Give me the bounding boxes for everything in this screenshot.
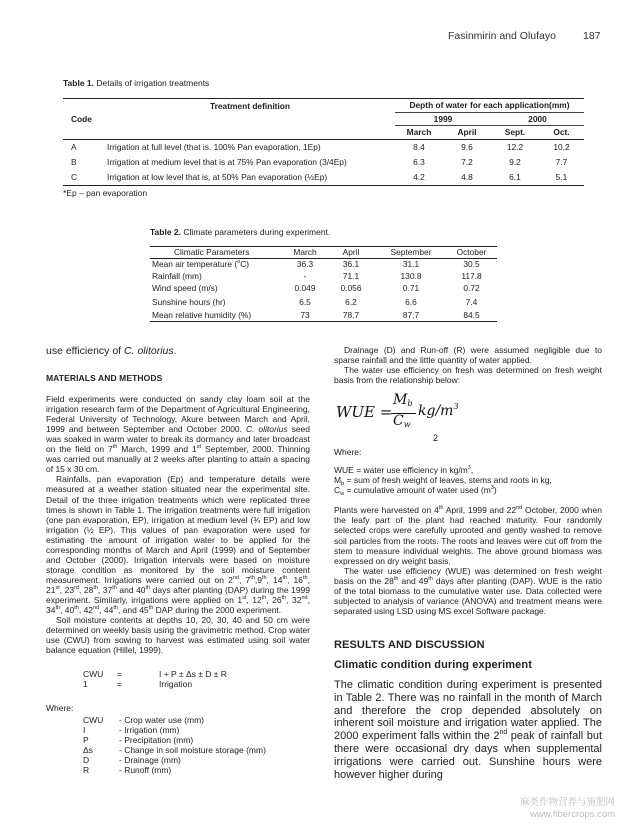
- table2-param: Sunshine hours (hr): [152, 296, 226, 307]
- eq-symbol: CWU: [83, 669, 104, 680]
- text: ): [493, 485, 497, 496]
- table2-header: April: [342, 247, 360, 258]
- watermark: [520, 797, 615, 821]
- table1-cell: 7.7: [555, 156, 568, 167]
- def-text: - Change in soil moisture storage (mm): [119, 745, 266, 756]
- table1-code: B: [71, 156, 77, 167]
- definition-line: [334, 465, 602, 475]
- table1-cell: 4.2: [413, 171, 425, 182]
- text: Field experiments were conducted on sandy clay loam soil at the irrigation research farm of the Department of Agricultural Engineering, Federal University of Technology, Akure between March and April, 1999 and between September and October 2000.: [46, 394, 310, 435]
- table2-cell: 0.72: [463, 282, 480, 293]
- subscript: w: [340, 491, 345, 498]
- table1-cell: 5.1: [555, 171, 568, 182]
- param-sup: o: [237, 259, 241, 266]
- formula-denominator: [393, 413, 411, 430]
- table2-caption-label: Table 2.: [150, 227, 182, 237]
- table1-cell: 9.6: [461, 141, 473, 152]
- text: October, 2000 when the leafy part of the plant had reached maturity. Four randomly selected crops were carefully uprooted and gently washed to remove soil particles from the roots. The roots and leaves were cut off from the stem to measure individual weights. The above ground biomass was expressed on dry weight basis.: [334, 505, 602, 566]
- table1-month: Sept.: [504, 127, 526, 138]
- ordinal: th: [93, 584, 98, 591]
- table1-year-2000: 2000: [491, 112, 584, 126]
- table2-cell: 6.6: [405, 296, 417, 307]
- table2-cell: 6.5: [299, 296, 311, 307]
- table1-year-1999: 1999: [395, 112, 491, 126]
- table2-cell: 7.4: [465, 296, 478, 307]
- table2-param: Rainfall (mm): [152, 270, 202, 281]
- ordinal: rd: [74, 584, 79, 591]
- ordinal: nd: [499, 729, 508, 737]
- table2-cell: 84.5: [463, 310, 480, 321]
- formula-lhs: WUE =: [336, 403, 393, 422]
- ordinal: th: [428, 575, 433, 582]
- param-text: Mean air temperature (: [152, 259, 238, 270]
- table-row: [150, 282, 497, 294]
- formula-symbol: C: [393, 413, 404, 430]
- section-heading-results: RESULTS AND DISCUSSION: [334, 638, 485, 651]
- text: , 7: [239, 574, 251, 585]
- unit-text: kg/m: [418, 403, 454, 420]
- text: and 49: [398, 575, 429, 586]
- formula-numerator: [393, 392, 413, 409]
- table1-cell: 8.4: [413, 141, 425, 152]
- paragraph: The water use efficiency on fresh was determined on fresh weight basis from the relationship below:: [334, 365, 602, 386]
- text: , 14: [266, 574, 283, 585]
- wue-formula: [334, 391, 602, 447]
- table-row: [63, 169, 584, 185]
- text: , 40: [60, 605, 75, 616]
- paragraph: Drainage (D) and Run-off (R) were assumed negligible due to sparse rainfall and the little quantity of water applied.: [334, 345, 602, 366]
- definition-line: [334, 485, 602, 498]
- text: September, 2000. Thinning was carried out manually at 2 weeks after planting to attain a spacing of 15 x 30 cm.: [46, 444, 311, 475]
- table2-cell: 30.5: [463, 259, 480, 270]
- text: days after planting (DAP) during the 1999 experiment. Similarly, irrigations were applied on 1: [46, 584, 310, 605]
- table1-definition: Irrigation at low level that is, at 50% Pan evaporation (½Ep): [107, 171, 328, 182]
- page-number: 187: [583, 30, 601, 42]
- ordinal: th: [393, 575, 399, 582]
- table2-caption-text: Climate parameters during experiment.: [181, 227, 331, 237]
- formula-symbol: M: [393, 392, 408, 409]
- ordinal: th: [281, 594, 287, 601]
- ordinal: th: [112, 584, 117, 591]
- table1-code: A: [71, 141, 77, 152]
- exponent: 3: [490, 485, 494, 492]
- text: Rainfalls, pan evaporation (Ep) and temperature details were measured at a weather station situated near the experimental site. Detail of the three irrigation treatments which were replicated three times is shown in Table 1. The irrigation treatments were full irrigation (one pan evaporation, EP), irrigation at medium level (¾ EP) and low irrigation (½ EP). This values of pan evaporation were used for estimating the amount of irrigation water to be applied for the corresponding months of March and April (1999) and of September and October (2000). Irrigation intervals were based on moisture storage condition as monitored by the soil moisture content measurement. Irrigations were carried out on 2: [46, 474, 310, 585]
- ordinal: th: [282, 574, 288, 581]
- exponent: 3: [467, 465, 471, 472]
- section-heading-methods: MATERIALS AND METHODS: [46, 373, 163, 383]
- table1-cell: 6.1: [509, 171, 521, 182]
- table2-header: March: [293, 247, 317, 258]
- table1-caption-text: Details of irrigation treatments: [94, 78, 210, 88]
- ordinal: th: [303, 574, 308, 581]
- ordinal: nd: [93, 605, 100, 612]
- species-name: C. olitorius: [124, 345, 174, 357]
- table1-month: April: [457, 127, 477, 138]
- table2-cell: 0.049: [294, 282, 316, 293]
- ordinal: th: [74, 605, 79, 612]
- text: Plants were harvested on 4: [334, 505, 439, 516]
- table1-definition: Irrigation at full level (that is. 100% Pan evaporation, 1Ep): [107, 141, 321, 152]
- table1-cell: 12.2: [506, 141, 524, 152]
- text: ,: [470, 465, 474, 476]
- table-row: [150, 294, 497, 310]
- text: peak of rainfall but there were occasional dry days when supplemental irrigations were carried out. Sunshine hours were however higher during: [334, 730, 602, 781]
- text: , 23: [59, 584, 75, 595]
- ordinal: th: [145, 584, 151, 591]
- text: days after planting (DAP). WUE is the ratio of the total biomass to the cumulative water use. Data collected were subjected to analysis of variance (ANOVA) and treatment means were separated using LSD using MS excel Software package.: [334, 575, 602, 616]
- table1-cell: 6.3: [413, 156, 425, 167]
- text: , 21: [46, 574, 310, 595]
- def-text: - Runoff (mm): [119, 765, 172, 776]
- definition-line: [334, 475, 602, 488]
- eq-sign: =: [117, 669, 122, 680]
- table1-header-depth: Depth of water for each application(mm): [395, 99, 584, 113]
- text: April, 1999 and 22: [443, 505, 517, 516]
- ordinal: st: [242, 594, 247, 601]
- table1-cell: 9.2: [509, 156, 521, 167]
- table1-cell: 10.2: [553, 141, 570, 152]
- paragraph: [46, 394, 310, 474]
- table-row: [150, 258, 497, 270]
- running-header-authors: Fasinmirin and Olufayo: [448, 30, 556, 42]
- formula-subscript: w: [403, 420, 411, 430]
- text: , and 45: [117, 605, 149, 616]
- where-label: Where:: [46, 703, 74, 714]
- ordinal: nd: [301, 594, 308, 601]
- table1-caption-label: Table 1.: [63, 78, 95, 88]
- table2-cell: 117.8: [461, 270, 482, 281]
- table2-cell: 0.71: [402, 282, 420, 293]
- paragraph: [334, 566, 602, 616]
- def-symbol: CWU: [83, 715, 104, 726]
- table1: [63, 98, 584, 186]
- text: March, 1999 and 1: [117, 444, 197, 455]
- text: , 12: [246, 594, 262, 605]
- ordinal: th: [438, 505, 444, 512]
- def-symbol: D: [83, 755, 90, 766]
- text: , 34: [46, 594, 310, 616]
- left-column: [46, 345, 310, 777]
- text: = cumulative amount of water used (m: [344, 485, 491, 496]
- text: , 37: [97, 584, 113, 595]
- formula-unit: [418, 402, 459, 420]
- eq-symbol: 1: [83, 679, 88, 690]
- table2-cell: 130.8: [400, 270, 422, 281]
- table2-cell: 78.7: [342, 310, 360, 321]
- param-text: C): [240, 259, 250, 270]
- watermark-line: www.fibercrops.com: [530, 809, 616, 820]
- text: seed was soaked in warm water to break its dormancy and later broadcast on the field on 7: [46, 424, 311, 455]
- table2-param: Mean relative humidity (%): [152, 310, 252, 321]
- def-symbol: I: [83, 725, 86, 736]
- text: , 26: [266, 594, 282, 605]
- table1-month: Oct.: [553, 127, 570, 138]
- text: The climatic condition during experiment is presented in Table 2. There was no rainfall in the month of March and therefore the crop depended absolutely on inherent soil moisture and irrigation water applied. The 2000 experiment falls within the 2: [334, 678, 602, 743]
- text: , 32: [286, 594, 302, 605]
- table2-cell: 0.056: [340, 282, 362, 293]
- paragraph: [46, 474, 310, 615]
- table1-footnote: *Ep – pan evaporation: [63, 188, 148, 198]
- table2-header: October: [456, 247, 487, 258]
- formula-subscript: b: [407, 399, 413, 409]
- intro-line: [46, 345, 310, 358]
- ordinal: th: [55, 605, 61, 612]
- def-symbol: Δs: [83, 745, 93, 756]
- table2-cell: 31.1: [402, 259, 420, 270]
- ordinal: th: [250, 574, 255, 581]
- table2: [150, 246, 497, 322]
- ordinal: nd: [232, 574, 239, 581]
- def-symbol: R: [83, 765, 90, 776]
- table-row: [150, 270, 497, 282]
- text: M: [334, 475, 342, 486]
- table-row: [150, 310, 497, 322]
- table-row: [63, 139, 584, 154]
- table2-param: Wind speed (m/s): [152, 282, 218, 293]
- table2-cell: -: [303, 270, 307, 281]
- intro-text: use efficiency of: [46, 345, 125, 357]
- eq-expression: I + P ± Δs ± D ± R: [159, 669, 227, 680]
- table2-cell: 6.2: [345, 296, 357, 307]
- def-text: - Irrigation (mm): [119, 725, 180, 736]
- def-text: - Crop water use (mm): [119, 715, 205, 726]
- ordinal: th: [113, 605, 118, 612]
- table2-header: Climatic Parameters: [174, 247, 250, 258]
- eq-expression: Irrigation: [159, 679, 193, 690]
- table1-header-treatment: Treatment definition: [209, 100, 291, 111]
- table2-header: September: [390, 247, 432, 258]
- where-label: Where:: [334, 447, 362, 458]
- ordinal: th: [261, 574, 267, 581]
- text: ,9: [254, 574, 262, 585]
- subsection-heading-climate: Climatic condition during experiment: [334, 658, 532, 671]
- text: DAP during the 2000 experiment.: [153, 605, 282, 616]
- symbol-definitions: [46, 715, 310, 777]
- table2-cell: 71.1: [342, 270, 360, 281]
- table1-cell: 4.8: [461, 171, 473, 182]
- formula-trailing-mark: 2: [433, 433, 439, 444]
- subscript: b: [341, 481, 345, 488]
- table2-cell: 36.1: [342, 259, 360, 270]
- text: = sum of fresh weight of leaves, stems and roots in kg,: [344, 475, 552, 486]
- species-name: C. olitorius: [245, 424, 288, 435]
- table2-caption: [150, 227, 330, 237]
- text: and 40: [116, 584, 146, 595]
- table2-cell: 87.7: [402, 310, 420, 321]
- ordinal: nd: [516, 505, 523, 512]
- table1-cell: 7.2: [461, 156, 473, 167]
- text: C: [334, 485, 341, 496]
- table1-header-code: Code: [71, 113, 92, 124]
- table1-code: C: [71, 171, 78, 182]
- table2-cell: 73: [300, 310, 310, 321]
- text: WUE = water use efficiency in kg/m: [334, 465, 468, 476]
- table2-param: [150, 258, 284, 270]
- table1-definition: Irrigation at medium level that is at 75% Pan evaporation (3/4Ep): [107, 156, 347, 167]
- text: , 44: [99, 605, 114, 616]
- def-text: - Drainage (mm): [119, 755, 181, 766]
- table1-caption: [63, 78, 209, 88]
- right-column: [334, 345, 602, 781]
- crop-water-use-equation: [46, 669, 310, 691]
- text: , 42: [78, 605, 94, 616]
- ordinal: th: [261, 594, 267, 601]
- def-symbol: P: [83, 735, 89, 746]
- text: , 28: [78, 584, 94, 595]
- text: The water use efficiency (WUE) was determined on fresh weight basis on the 28: [334, 565, 602, 586]
- paragraph: [334, 505, 602, 565]
- ordinal: st: [55, 584, 60, 591]
- watermark-line: 麻类作物营养与施肥网: [520, 797, 616, 808]
- def-text: - Precipitation (mm): [119, 735, 194, 746]
- eq-sign: =: [117, 679, 122, 690]
- intro-text: .: [173, 345, 177, 357]
- ordinal: th: [148, 605, 154, 612]
- table2-cell: 36.3: [296, 259, 314, 270]
- table-row: [63, 154, 584, 169]
- unit-exponent: 3: [453, 402, 459, 412]
- ordinal: th: [112, 444, 118, 451]
- ordinal: st: [196, 444, 202, 451]
- text: , 16: [287, 574, 304, 585]
- table1-month: March: [406, 127, 432, 138]
- paragraph: [334, 679, 602, 781]
- paragraph: Soil moisture contents at depths 10, 20, 30, 40 and 50 cm were determined on weekly basis using the gravimetric method. Crop water use (CWU) from sowing to harvest was estimated using soil water balance equation (Hillel, 1999).: [46, 615, 310, 656]
